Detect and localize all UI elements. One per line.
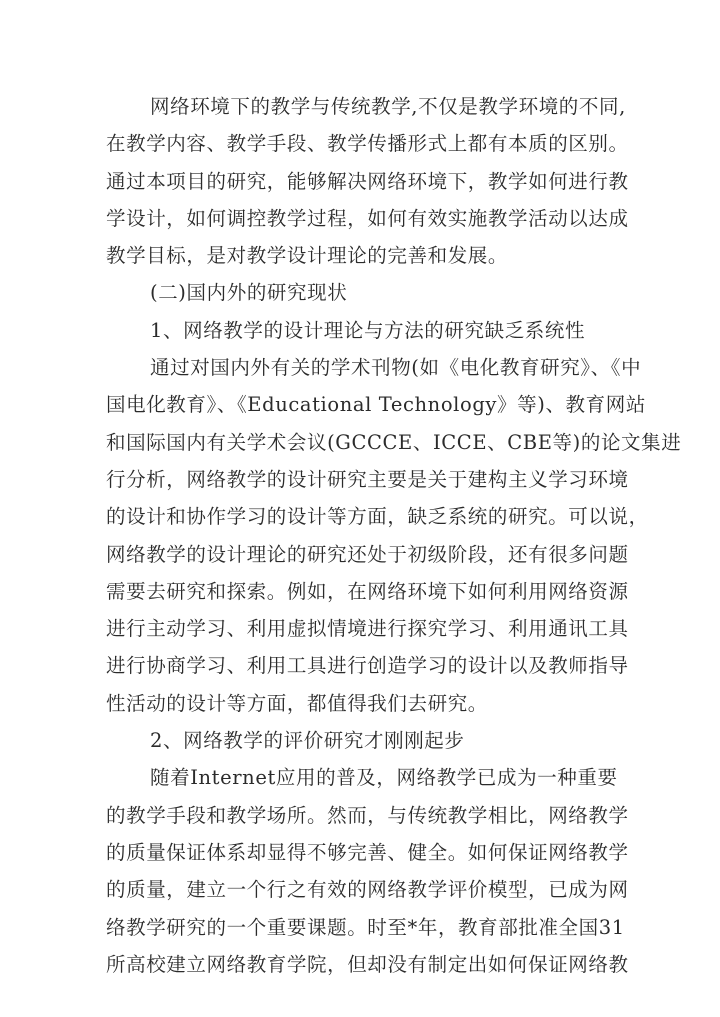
text-line: 的质量，建立一个行之有效的网络教学评价模型，已成为网 [106,878,629,902]
text-line: 进行协商学习、利用工具进行创造学习的设计以及教师指导 [106,654,629,678]
text-line: 的教学手段和教学场所。然而，与传统教学相比，网络教学 [106,803,629,827]
section-heading: (二)国内外的研究现状 [150,281,348,305]
text-line: 需要去研究和探索。例如，在网络环境下如何利用网络资源 [106,579,629,603]
text-line: 教学目标，是对教学设计理论的完善和发展。 [106,244,509,268]
text-line: 进行主动学习、利用虚拟情境进行探究学习、利用通讯工具 [106,617,629,641]
text-line: 络教学研究的一个重要课题。时至*年，教育部批准全国31 [106,915,625,939]
document-body [106,88,682,983]
text-line: 在教学内容、教学手段、教学传播形式上都有本质的区别。 [106,132,629,156]
text-line: 国电化教育》、《Educational Technology》等)、教育网站 [106,393,646,417]
text-line: 和国际国内有关学术会议(GCCCE、ICCE、CBE等)的论文集进 [106,430,682,454]
subsection-heading: 2、网络教学的评价研究才刚刚起步 [150,729,465,753]
subsection-heading: 1、网络教学的设计理论与方法的研究缺乏系统性 [150,318,586,342]
text-line: 网络教学的设计理论的研究还处于初级阶段，还有很多问题 [106,542,629,566]
text-line: 网络环境下的教学与传统教学,不仅是教学环境的不同, [150,95,626,118]
text-line: 学设计，如何调控教学过程，如何有效实施教学活动以达成 [106,206,629,230]
text-line: 所高校建立网络教育学院，但却没有制定出如何保证网络教 [106,952,629,976]
text-line: 行分析，网络教学的设计研究主要是关于建构主义学习环境 [106,467,629,491]
text-line: 通过对国内外有关的学术刊物(如《电化教育研究》、《中 [150,356,642,380]
text-line: 的质量保证体系却显得不够完善、健全。如何保证网络教学 [106,840,629,864]
text-line: 的设计和协作学习的设计等方面，缺乏系统的研究。可以说， [106,505,649,529]
text-line: 性活动的设计等方面，都值得我们去研究。 [106,691,488,715]
text-line: 通过本项目的研究，能够解决网络环境下，教学如何进行教 [106,169,629,193]
text-line: 随着Internet应用的普及，网络教学已成为一种重要 [150,766,618,790]
